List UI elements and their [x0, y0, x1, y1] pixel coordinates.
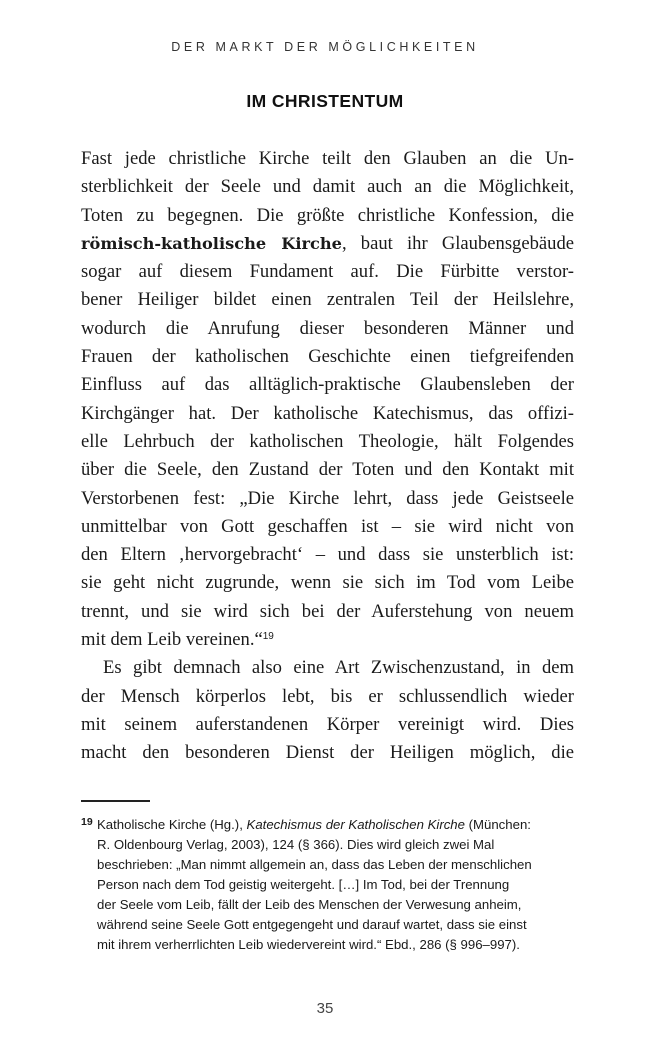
- text-line: [81, 711, 574, 739]
- text-line-content: Es gibt demnach also eine Art Zwischenzustand, in dem: [103, 657, 574, 679]
- text-line: [81, 598, 574, 626]
- running-head: DER MARKT DER MÖGLICHKEITEN: [171, 40, 479, 54]
- text-line-content: , baut ihr Glaubensgebäude: [341, 232, 574, 254]
- text-line: [81, 626, 574, 654]
- footnote-line: der Seele vom Leib, fällt der Leib des Menschen der Verwesung anheim,: [97, 897, 522, 912]
- text-line-content: elle Lehrbuch der katholischen Theologie, hält Folgendes: [81, 430, 574, 452]
- text-line-content: mit seinem auferstandenen Körper vereinigt wird. Dies: [81, 713, 574, 735]
- book-title: Katechismus der Katholischen Kirche: [246, 817, 465, 832]
- text-line-content: wodurch die Anrufung dieser besonderen Männer und: [81, 317, 574, 339]
- text-line-content: sterblichkeit der Seele und damit auch an die Möglichkeit,: [81, 176, 574, 198]
- text-line-content: mit dem Leib vereinen.“: [81, 629, 263, 651]
- text-line: [81, 513, 574, 541]
- text-line-content: Fast jede christliche Kirche teilt den Glauben an die Un-: [81, 148, 574, 169]
- text-line-content: trennt, und sie wird sich bei der Auferstehung von neuem: [81, 600, 574, 622]
- bold-term: römisch-katholische Kirche: [81, 233, 342, 253]
- text-line: [81, 569, 574, 597]
- text-line: [81, 683, 574, 711]
- text-line-content: sogar auf diesem Fundament auf. Die Fürbitte verstor-: [81, 261, 574, 283]
- text-line: [81, 456, 574, 484]
- footnote-line-part: Katholische Kirche (Hg.),: [97, 817, 247, 832]
- footnote-line: Person nach dem Tod geistig weitergeht. […] Im Tod, bei der Trennung: [97, 877, 510, 892]
- footnote-line-part: (München:: [464, 817, 531, 832]
- text-line-content: Verstorbenen fest: „Die Kirche lehrt, dass jede Geistseele: [81, 487, 574, 509]
- body-text: [81, 145, 574, 768]
- text-line-content: Frauen der katholischen Geschichte einen tiefgreifenden: [81, 346, 574, 368]
- text-line: [81, 428, 574, 456]
- text-line: [81, 315, 574, 343]
- text-line-content: der Mensch körperlos lebt, bis er schlussendlich wieder: [81, 685, 574, 707]
- section-title: IM CHRISTENTUM: [246, 91, 404, 111]
- text-line-content: Einfluss auf das alltäglich-praktische Glaubensleben der: [81, 374, 574, 396]
- text-line: [81, 202, 574, 230]
- text-line: [81, 400, 574, 428]
- footnote-text: [97, 815, 575, 955]
- footnote-line: R. Oldenbourg Verlag, 2003), 124 (§ 366). Dies wird gleich zwei Mal: [97, 837, 495, 852]
- text-line: [81, 485, 574, 513]
- text-line-content: über die Seele, den Zustand der Toten und den Kontakt mit: [81, 459, 574, 481]
- footnote-line: beschrieben: „Man nimmt allgemein an, dass das Leben der menschlichen: [97, 857, 532, 872]
- text-line: [81, 258, 574, 286]
- text-line: [81, 739, 574, 767]
- text-line: [81, 654, 574, 682]
- footnote-divider: [81, 800, 150, 802]
- footnote-reference[interactable]: 19: [262, 631, 274, 643]
- footnote-line: während seine Seele Gott entgegengeht und darauf wartet, dass sie einst: [97, 917, 527, 932]
- footnote-line: [97, 815, 575, 835]
- text-line: [81, 173, 574, 201]
- text-line: [81, 541, 574, 569]
- text-line-content: macht den besonderen Dienst der Heiligen möglich, die: [81, 742, 574, 764]
- text-line-content: unmittelbar von Gott geschaffen ist – sie wird nicht von: [81, 515, 574, 537]
- page-number: 35: [316, 1000, 334, 1017]
- text-line: [81, 371, 574, 399]
- text-line-content: den Eltern ‚hervorgebracht‘ – und dass sie unsterblich ist:: [81, 544, 574, 566]
- text-line: [81, 145, 574, 173]
- text-line: [81, 343, 574, 371]
- text-line: [81, 230, 574, 258]
- text-line-content: bener Heiliger bildet einen zentralen Teil der Heilslehre,: [81, 289, 574, 311]
- text-line-content: Kirchgänger hat. Der katholische Katechismus, das offizi-: [81, 402, 574, 424]
- text-line-content: Toten zu begegnen. Die größte christliche Konfession, die: [81, 204, 574, 226]
- footnote-line: mit ihrem verherrlichten Leib wiedervereint wird.“ Ebd., 286 (§ 996–997).: [97, 937, 520, 952]
- text-line: [81, 286, 574, 314]
- footnote-number: 19: [81, 816, 93, 828]
- text-line-content: sie geht nicht zugrunde, wenn sie sich im Tod vom Leibe: [81, 572, 574, 594]
